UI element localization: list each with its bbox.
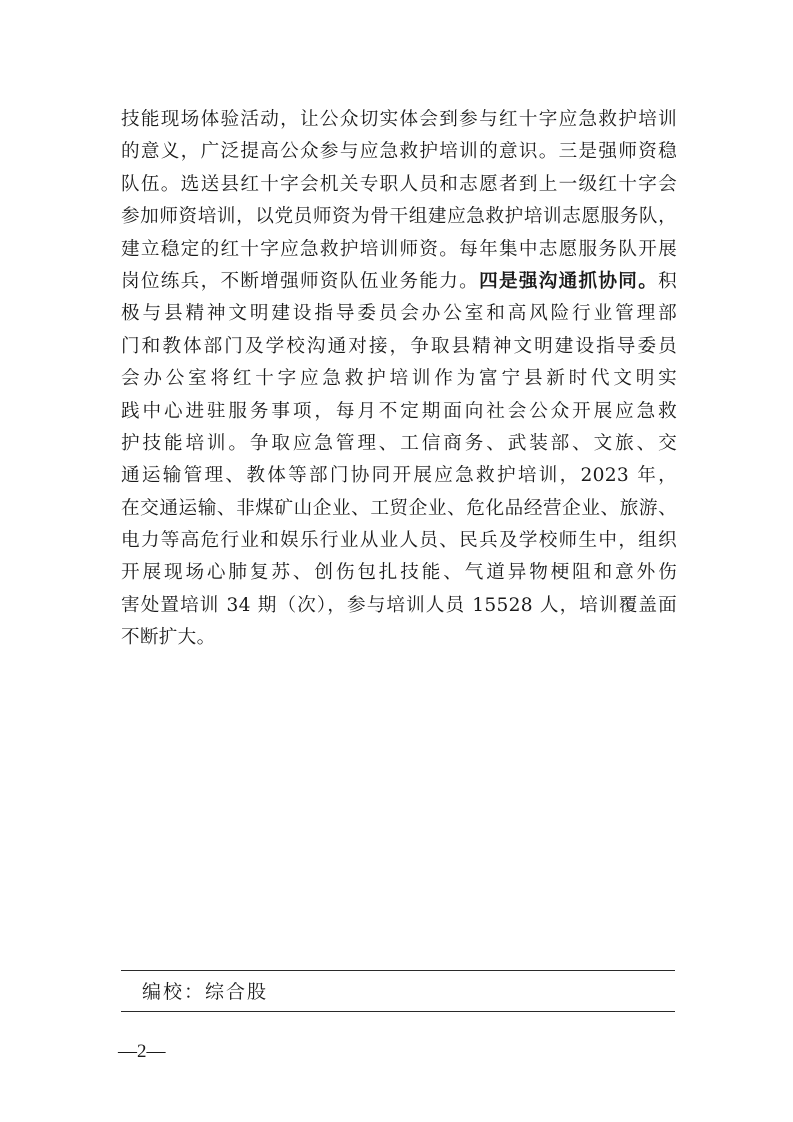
text-line: 在交通运输、非煤矿山企业、工贸企业、危化品经营企业、旅游、 xyxy=(121,497,677,519)
text-line: 通运输管理、教体等部门协同开展应急救护培训，2023 年， xyxy=(121,465,677,487)
text-line: 会办公室将红十字应急救护培训作为富宁县新时代文明实 xyxy=(121,368,677,390)
section-heading: 四是强沟通抓协同。 xyxy=(479,270,659,292)
footer-divider-bottom xyxy=(121,1011,675,1012)
text-line xyxy=(121,266,677,298)
text-line: 队伍。选送县红十字会机关专职人员和志愿者到上一级红十字会 xyxy=(121,173,677,195)
footer-divider-top xyxy=(121,970,675,971)
page-number: —2— xyxy=(118,1041,166,1062)
text-line: 建立稳定的红十字应急救护培训师资。每年集中志愿服务队开展 xyxy=(121,238,677,260)
text-line: 开展现场心肺复苏、创伤包扎技能、气道异物梗阻和意外伤 xyxy=(121,562,677,584)
text-line: 的意义，广泛提高公众参与应急救护培训的意识。三是强师资稳 xyxy=(121,141,677,163)
text-line: 技能现场体验活动，让公众切实体会到参与红十字应急救护培训 xyxy=(121,109,677,130)
text-line: 害处置培训 34 期（次），参与培训人员 15528 人，培训覆盖面 xyxy=(121,594,677,616)
text-line: 护技能培训。争取应急管理、工信商务、武装部、文旅、交 xyxy=(121,432,677,454)
text-line: 参加师资培训，以党员师资为骨干组建应急救护培训志愿服务队， xyxy=(121,206,677,228)
editor-credit: 编校：综合股 xyxy=(142,981,269,1003)
text-line: 践中心进驻服务事项，每月不定期面向社会公众开展应急救 xyxy=(121,400,677,422)
text-line: 不断扩大。 xyxy=(121,627,216,649)
text-line: 门和教体部门及学校沟通对接，争取县精神文明建设指导委员 xyxy=(121,335,677,357)
text-segment: 积 xyxy=(658,270,677,292)
text-line: 电力等高危行业和娱乐行业从业人员、民兵及学校师生中，组织 xyxy=(121,530,677,552)
text-segment: 岗位练兵，不断增强师资队伍业务能力。 xyxy=(121,270,480,292)
body-text xyxy=(121,104,677,655)
text-line: 极与县精神文明建设指导委员会办公室和高风险行业管理部 xyxy=(121,303,677,325)
